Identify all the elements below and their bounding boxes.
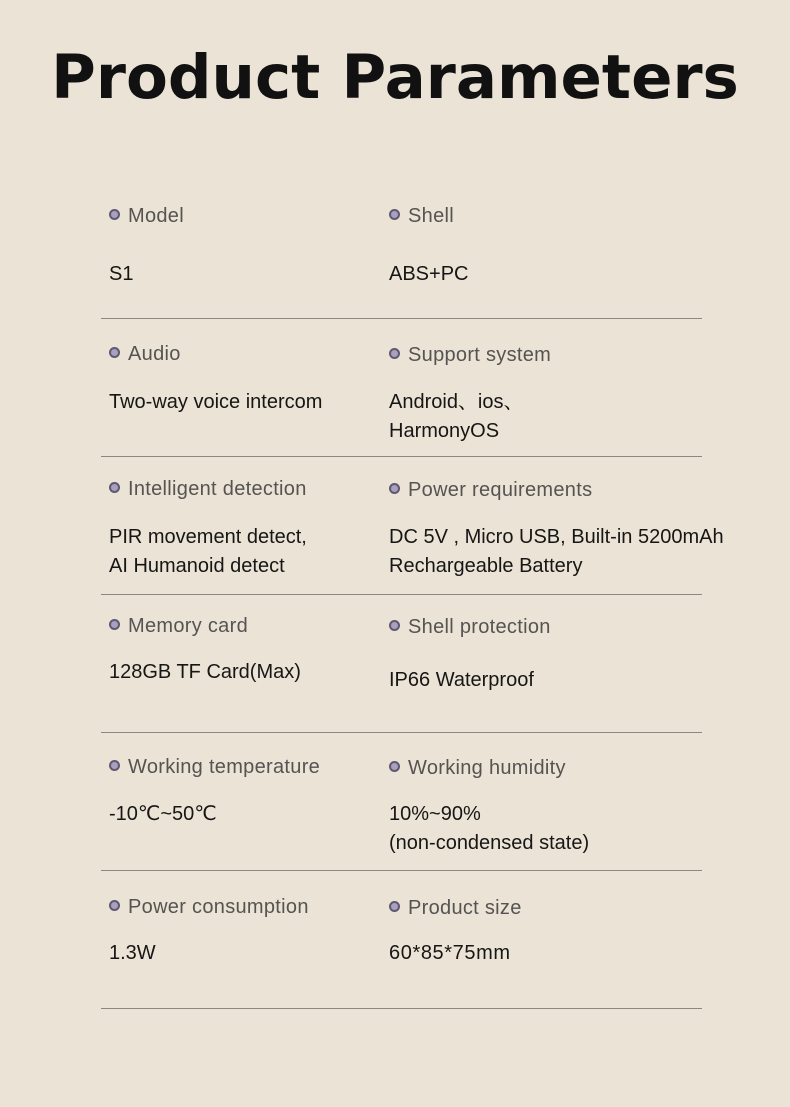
parameter-value: IP66 Waterproof [389,669,534,691]
parameter-label: Working humidity [408,757,566,779]
bullet-icon [389,901,400,912]
bullet-icon [109,900,120,911]
parameter-label: Power requirements [408,479,593,501]
parameter-value: -10℃~50℃ [109,803,217,825]
parameter-value: 128GB TF Card(Max) [109,661,301,683]
bullet-icon [389,209,400,220]
parameter-value: Two-way voice intercom [109,391,323,413]
parameter-label: Product size [408,897,522,919]
parameter-row [101,733,702,871]
parameter-label: Model [128,205,184,227]
parameter-value: 1.3W [109,942,156,964]
parameter-value: Android、ios、 HarmonyOS [389,391,524,442]
parameter-row [101,180,702,319]
parameter-label: Shell [408,205,454,227]
parameter-value: ABS+PC [389,263,469,285]
parameter-row [101,319,702,457]
parameter-value: S1 [109,263,134,285]
parameter-value: PIR movement detect, AI Humanoid detect [109,526,307,577]
parameter-label: Working temperature [128,756,321,778]
parameter-row [101,457,724,595]
parameter-label: Power consumption [128,896,309,918]
parameter-label: Intelligent detection [128,478,307,500]
parameter-value: 60*85*75mm [389,942,511,964]
page-title: Product Parameters [51,42,739,113]
bullet-icon [109,347,120,358]
bullet-icon [109,760,120,771]
parameter-label: Audio [128,343,181,365]
bullet-icon [389,761,400,772]
bullet-icon [109,619,120,630]
parameter-value: DC 5V , Micro USB, Built-in 5200mAh Rechargeable Battery [389,526,724,577]
bullet-icon [109,209,120,220]
bullet-icon [389,348,400,359]
parameter-label: Memory card [128,615,248,637]
bullet-icon [109,482,120,493]
parameter-label: Support system [408,344,552,366]
parameter-value: 10%~90% (non-condensed state) [389,803,590,854]
bullet-icon [389,483,400,494]
parameter-label: Shell protection [408,616,551,638]
parameter-row [101,871,702,1009]
parameter-row [101,595,702,733]
parameters-table [101,180,724,1009]
bullet-icon [389,620,400,631]
